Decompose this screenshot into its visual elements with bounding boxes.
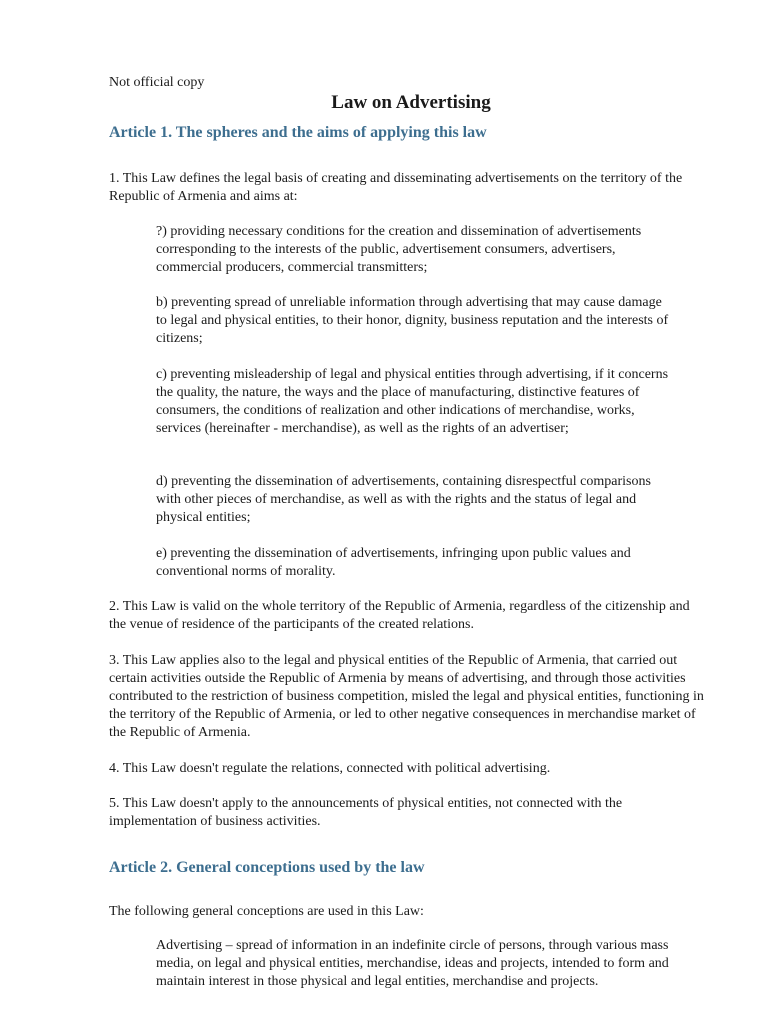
article-1-paragraph-1: 1. This Law defines the legal basis of creating and disseminating advertisements on the territory of the Republic of Armenia and aims at:	[109, 171, 683, 204]
article-1-paragraph-3: 3. This Law applies also to the legal and physical entities of the Republic of Armenia, that carried out certain activities outside the Republic of Armenia by means of advertising, and through those activities contributed to the restriction of business competition, misled the legal and physical entities, functioning in the territory of the Republic of Armenia, or led to other negative consequences in merchandise market of the Republic of Armenia.	[109, 653, 704, 740]
article-2-intro: The following general conceptions are used in this Law:	[109, 904, 424, 919]
article-2-heading: Article 2. General conceptions used by the law	[109, 859, 425, 876]
article-1-paragraph-4: 4. This Law doesn't regulate the relations, connected with political advertising.	[109, 761, 551, 776]
article-1-heading: Article 1. The spheres and the aims of applying this law	[109, 124, 487, 141]
article-1-item-c: c) preventing misleadership of legal and physical entities through advertising, if it concerns the quality, the nature, the ways and the place of manufacturing, distinctive features of consumers, the conditions of realization and other indications of merchandise, works, services (hereinafter - merchandise), as well as the rights of an advertiser;	[156, 367, 669, 436]
article-1-item-a: ?) providing necessary conditions for the creation and dissemination of advertisements corresponding to the interests of the public, advertisement consumers, advertisers, commercial producers, commercial transmitters;	[156, 224, 642, 275]
unofficial-copy-note: Not official copy	[109, 75, 205, 90]
article-1-paragraph-5: 5. This Law doesn't apply to the announcements of physical entities, not connected with the implementation of business activities.	[109, 796, 623, 829]
article-1-paragraph-2: 2. This Law is valid on the whole territory of the Republic of Armenia, regardless of the citizenship and the venue of residence of the participants of the created relations.	[109, 599, 690, 632]
document-title: Law on Advertising	[331, 92, 491, 113]
article-1-item-e: e) preventing the dissemination of advertisements, infringing upon public values and conventional norms of morality.	[156, 546, 631, 579]
article-1-item-d: d) preventing the dissemination of advertisements, containing disrespectful comparisons with other pieces of merchandise, as well as with the rights and the status of legal and physical entities;	[156, 474, 651, 525]
definition-advertising: Advertising – spread of information in an indefinite circle of persons, through various mass media, on legal and physical entities, merchandise, ideas and projects, intended to form and maintain interest in those physical and legal entities, merchandise and projects.	[156, 938, 669, 989]
article-1-item-b: b) preventing spread of unreliable information through advertising that may cause damage to legal and physical entities, to their honor, dignity, business reputation and the interests of citizens;	[156, 295, 669, 346]
